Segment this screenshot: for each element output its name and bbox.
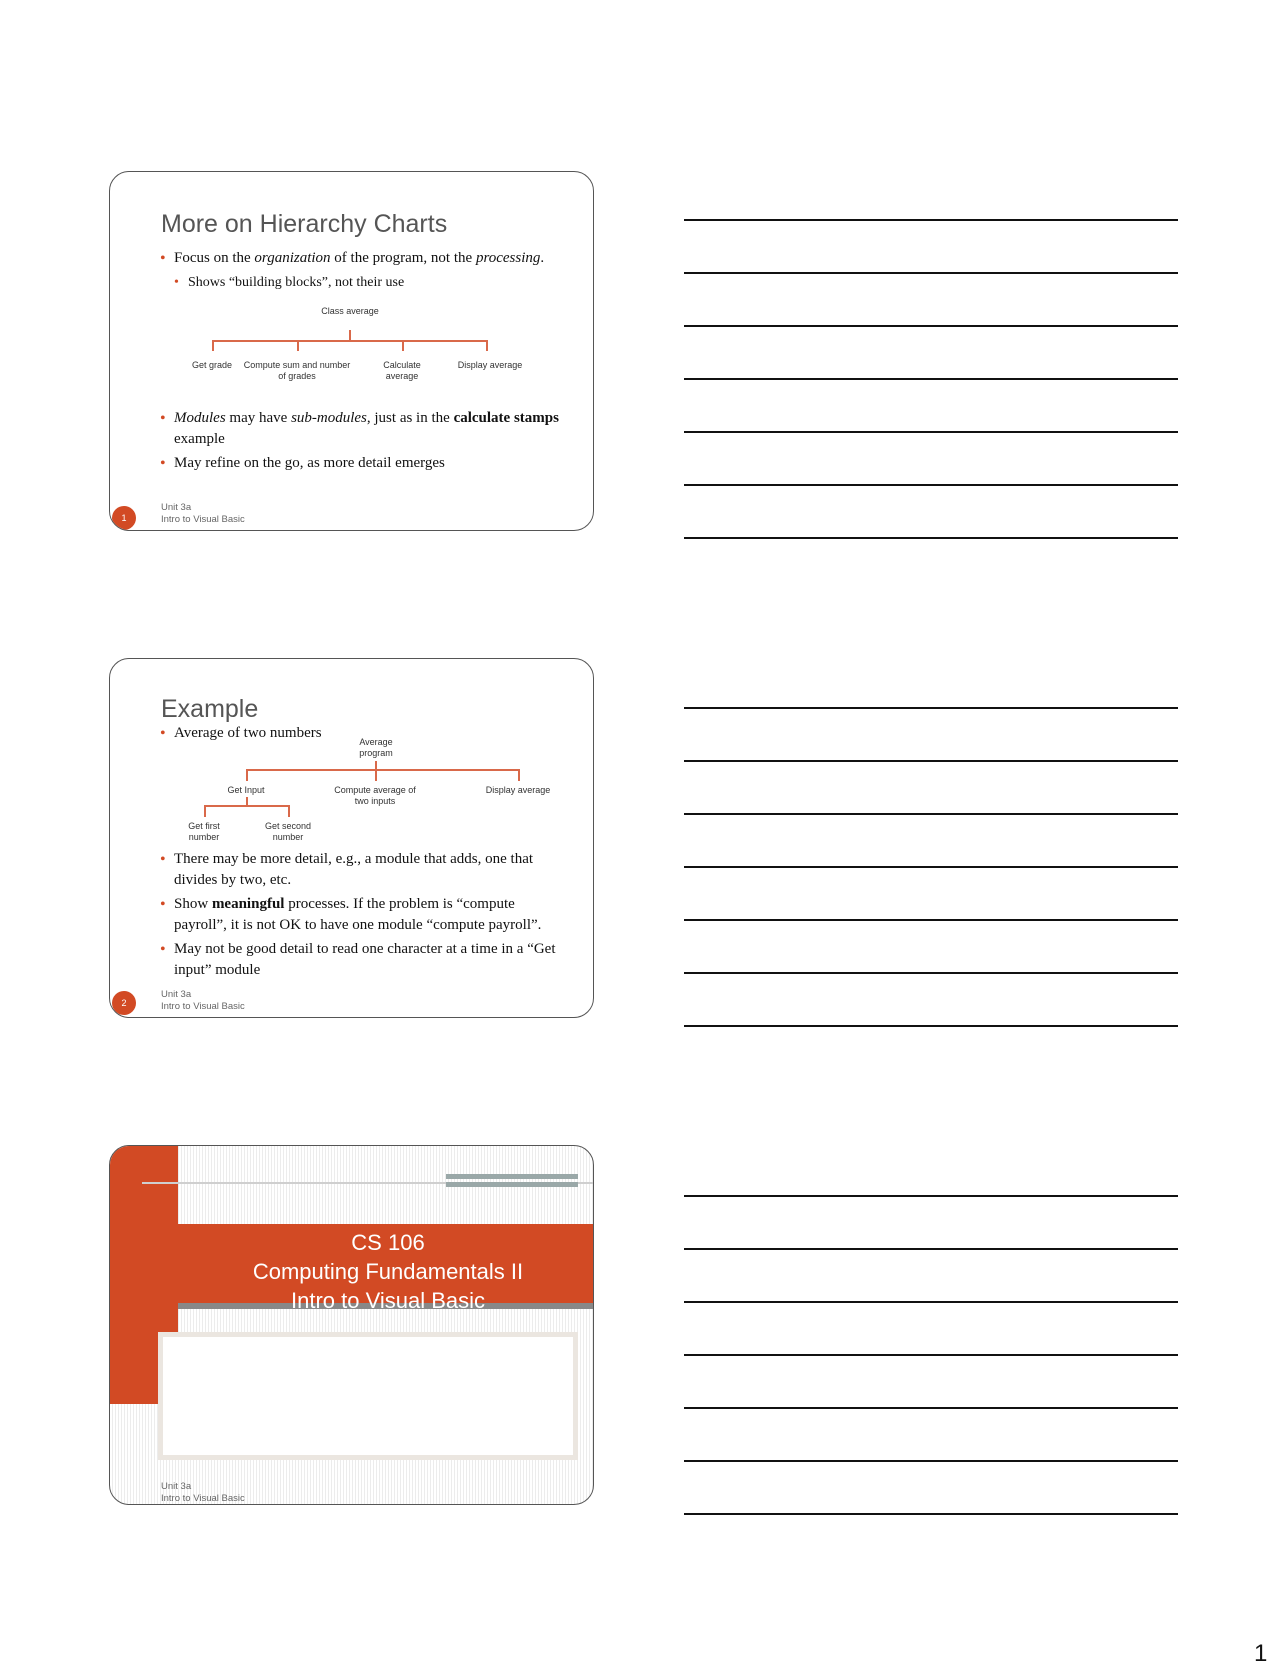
note-line: [684, 1301, 1178, 1303]
chart-connector: [349, 330, 351, 340]
note-line: [684, 760, 1178, 762]
note-line: [684, 1195, 1178, 1197]
chart-connector: [204, 805, 206, 817]
note-line: [684, 1513, 1178, 1515]
chart-connector: [204, 805, 289, 807]
slide-number-badge: 1: [112, 506, 136, 530]
chart-connector: [246, 769, 519, 771]
bullet-item: • Focus on the organization of the program, not the processing.: [160, 248, 570, 269]
slide-number-badge: 2: [112, 991, 136, 1015]
footer-line: Unit 3a: [161, 1481, 192, 1492]
chart-child-label: Calculate average: [383, 360, 421, 381]
decorative-bar: [446, 1174, 578, 1179]
chart-connector: [212, 340, 487, 342]
slide-footer: [161, 1481, 245, 1504]
chart-grandchild-label: Get first number: [188, 821, 220, 842]
chart-connector: [402, 340, 404, 351]
chart-connector: [246, 769, 248, 781]
note-line: [684, 813, 1178, 815]
slide-title: More on Hierarchy Charts: [161, 210, 448, 238]
note-line: [684, 325, 1178, 327]
chart-root-label: Average program: [359, 737, 393, 758]
bullet-list: [160, 849, 570, 984]
note-line: [684, 484, 1178, 486]
bullet-item: • Show meaningful processes. If the problem is “compute payroll”, it is not OK to have one module “compute payroll”.: [160, 894, 570, 936]
slide-3: [109, 1145, 594, 1505]
note-line: [684, 378, 1178, 380]
chart-connector: [212, 340, 214, 351]
sub-bullet-item: • Shows “building blocks”, not their use: [174, 272, 570, 293]
chart-child-label: Compute average of two inputs: [334, 785, 416, 806]
chart-connector: [297, 340, 299, 351]
note-line: [684, 919, 1178, 921]
chart-child-label: Display average: [485, 785, 551, 795]
slide-footer: [161, 989, 245, 1012]
bullet-item: • There may be more detail, e.g., a module that adds, one that divides by two, etc.: [160, 849, 570, 891]
footer-line: Unit 3a: [161, 989, 192, 1000]
title-line: Computing Fundamentals II: [252, 1259, 524, 1284]
note-line: [684, 1460, 1178, 1462]
note-line: [684, 972, 1178, 974]
slide-2: [109, 658, 594, 1018]
subtitle-box: [158, 1332, 578, 1460]
note-line: [684, 431, 1178, 433]
slide-footer: [161, 502, 245, 525]
chart-connector: [288, 805, 290, 817]
chart-child-label: Get grade: [191, 360, 233, 370]
note-line: [684, 1248, 1178, 1250]
title-slide-heading: [178, 1228, 594, 1315]
bullet-item: • Average of two numbers: [160, 723, 570, 744]
decorative-bar: [446, 1182, 578, 1187]
page-number: 1: [1254, 1640, 1268, 1667]
note-line: [684, 272, 1178, 274]
footer-line: Unit 3a: [161, 502, 192, 513]
bullet-item: • May refine on the go, as more detail emerges: [160, 453, 570, 474]
bullet-list: [160, 248, 570, 296]
bullet-list: [160, 408, 570, 477]
chart-connector: [375, 769, 377, 781]
chart-child-label: Compute sum and number of grades: [243, 360, 351, 381]
note-line: [684, 537, 1178, 539]
note-line: [684, 1354, 1178, 1356]
chart-connector: [246, 797, 248, 805]
note-line: [684, 219, 1178, 221]
title-line: Intro to Visual Basic: [290, 1288, 486, 1313]
title-line: CS 106: [351, 1230, 425, 1255]
note-line: [684, 866, 1178, 868]
footer-line: Intro to Visual Basic: [161, 513, 245, 525]
chart-child-label: Display average: [457, 360, 523, 370]
chart-child-label: Get Input: [227, 785, 265, 795]
footer-line: Intro to Visual Basic: [161, 1492, 245, 1504]
footer-line: Intro to Visual Basic: [161, 1000, 245, 1012]
note-line: [684, 1025, 1178, 1027]
slide-title: Example: [161, 695, 259, 723]
chart-connector: [518, 769, 520, 781]
note-line: [684, 707, 1178, 709]
bullet-item: • May not be good detail to read one character at a time in a “Get input” module: [160, 939, 570, 981]
chart-root-label: Class average: [321, 306, 379, 316]
slide-1: [109, 171, 594, 531]
note-line: [684, 1407, 1178, 1409]
chart-grandchild-label: Get second number: [264, 821, 312, 842]
bullet-item: • Modules may have sub-modules, just as in the calculate stamps example: [160, 408, 570, 450]
chart-connector: [486, 340, 488, 351]
